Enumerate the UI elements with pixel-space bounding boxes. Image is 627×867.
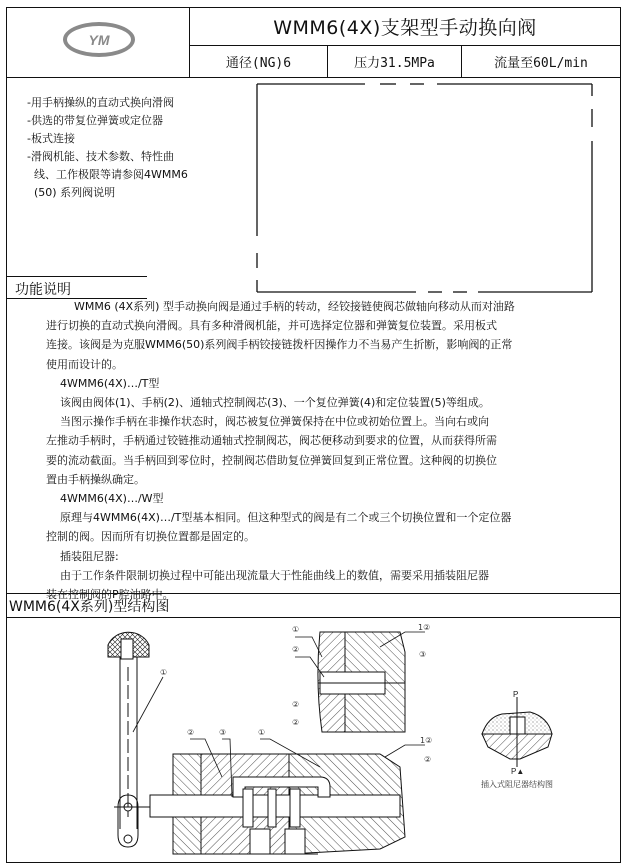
page-title: WMM6(4X)支架型手动换向阀: [273, 17, 537, 39]
port-p-bottom: P▲: [511, 767, 525, 776]
feature-item: (50) 系列阀说明: [27, 186, 116, 199]
spec-pressure: 压力31.5MPa: [354, 56, 435, 71]
paragraph-line: 进行切换的直动式换向滑阀。具有多种滑阀机能，并可选择定位器和弹簧复位装置。采用板式: [46, 319, 497, 333]
paragraph-line: 原理与4WMM6(4X)…/T型基本相同。但这种型式的阀是有二个或三个切换位置和一个定位器: [46, 511, 512, 525]
paragraph-line: 控制的阀。因而所有切换位置都是固定的。: [46, 530, 255, 544]
structure-heading-top: [6, 593, 621, 594]
function-heading: 功能说明: [15, 282, 71, 298]
type-t-heading: 4WMM6(4X)…/T型: [46, 376, 160, 390]
feature-list: [27, 94, 188, 202]
feature-item: -供选的带复位弹簧或定位器: [27, 114, 163, 127]
damper-heading: 插装阻尼器:: [46, 549, 119, 563]
ym-logo: [63, 22, 135, 57]
valve-body: [150, 754, 405, 854]
paragraph-line: 该阀由阀体(1)、手柄(2)、通轴式控制阀芯(3)、一个复位弹簧(4)和定位装置(5)等组成。: [46, 396, 490, 410]
paragraph-line: 置由手柄操纵确定。: [46, 472, 145, 486]
structure-diagram: [0, 617, 627, 867]
function-heading-top: [6, 276, 147, 277]
port-p-top: P: [513, 690, 519, 699]
feature-item: -用手柄操纵的直动式换向滑阀: [27, 96, 174, 109]
feature-item: -板式连接: [27, 132, 75, 145]
callout-label: 1②: [418, 623, 431, 632]
damper-detail: [482, 690, 552, 776]
callout-label: ①: [160, 668, 168, 677]
header-bottom: [6, 77, 621, 78]
paragraph-line: 装在控制阀的P腔油路中。: [46, 588, 174, 602]
damper-caption: 插入式阻尼器结构图: [481, 780, 553, 789]
paragraph-line: 使用而设计的。: [46, 357, 123, 371]
spec-size: 通径(NG)6: [225, 56, 292, 71]
paragraph-line: 左推动手柄时，手柄通过铰链推动通轴式控制阀芯，阀芯便移动到要求的位置，从而获得所需: [46, 434, 497, 448]
structure-heading: WMM6(4X系列)型结构图: [9, 599, 170, 615]
symbol-frame: [250, 80, 602, 300]
detent-detail: [318, 632, 405, 732]
paragraph-line: WMM6 (4X系列) 型手动换向阀是通过手柄的转动，经铰接链使阀芯做轴向移动从而对油路: [46, 300, 515, 313]
paragraph-line: 要的流动截面。当手柄回到零位时，控制阀芯借助复位弹簧回复到正常位置。这种阀的切换位: [46, 453, 497, 467]
title-underline: [189, 45, 620, 46]
callout-label: ②: [292, 718, 300, 727]
feature-item: 线、工作极限等请参阅4WMM6: [27, 168, 188, 181]
frame-top: [6, 7, 621, 8]
callout-label: ③: [219, 728, 227, 737]
callout-label: ①: [292, 625, 300, 634]
callout-label: ③: [419, 650, 427, 659]
callout-label: ②: [424, 755, 432, 764]
callout-label: 1②: [420, 736, 433, 745]
logo-text: YM: [88, 32, 110, 48]
paragraph-line: 连接。该阀是为克服WMM6(50)系列阀手柄铰接链拨杆因操作力不当易产生折断，影响阀的正常: [46, 338, 513, 352]
type-w-heading: 4WMM6(4X)…/W型: [46, 492, 164, 506]
callout-label: ②: [292, 700, 300, 709]
callout-label: ②: [292, 645, 300, 654]
paragraph-line: 由于工作条件限制切换过程中可能出现流量大于性能曲线上的数值，需要采用插装阻尼器: [46, 568, 489, 582]
feature-item: -滑阀机能、技术参数、特性曲: [27, 150, 174, 163]
paragraph-line: 当图示操作手柄在非操作状态时，阀芯被复位弹簧保持在中位或初始位置上。当向右或向: [46, 415, 489, 429]
callout-label: ①: [258, 728, 266, 737]
function-description: [46, 297, 515, 604]
callout-label: ②: [187, 728, 195, 737]
spec-flow: 流量至60L/min: [494, 56, 588, 71]
